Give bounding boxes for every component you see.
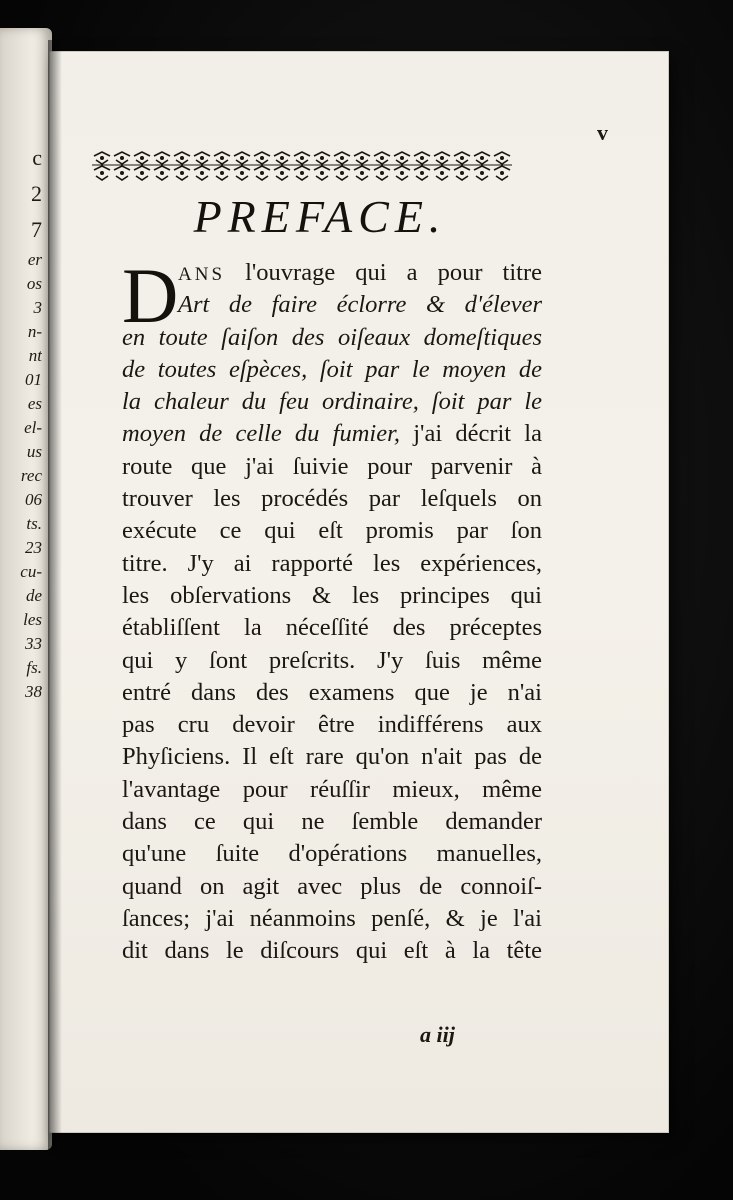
book-page xyxy=(50,52,668,1132)
ornament-motif xyxy=(492,152,512,180)
ornament-motif xyxy=(332,152,352,180)
signature-mark: a iij xyxy=(420,1022,455,1047)
text-line: trouver les procédés par leſquels on xyxy=(122,485,542,513)
text-line: la chaleur du feu ordinaire, ſoit par le xyxy=(122,388,542,416)
previous-page-fragment: el- xyxy=(24,418,42,437)
text-line: Phyſiciens. Il eſt rare qu'on n'ait pas de xyxy=(122,743,542,771)
ornament-motif xyxy=(112,152,132,180)
text-line: Art de faire éclorre & d'élever xyxy=(178,291,542,319)
text-line: route que j'ai ſuivie pour parvenir à xyxy=(122,452,542,480)
previous-page-fragment: les xyxy=(23,610,42,629)
preface-body xyxy=(122,252,542,968)
page-title: PREFACE. xyxy=(193,191,447,242)
text-line: qu'une ſuite d'opérations manuelles, xyxy=(122,840,542,868)
ornament-motif xyxy=(312,152,332,180)
previous-page-fragment: ts. xyxy=(26,514,42,533)
ornament-motif xyxy=(192,152,212,180)
previous-page-fragment: 06 xyxy=(25,490,42,509)
drop-cap: D xyxy=(122,252,179,339)
text-line: exécute ce qui eſt promis par ſon xyxy=(122,517,542,545)
previous-page-fragment: 3 xyxy=(33,298,42,317)
text-line: dit dans le diſcours qui eſt à la tête xyxy=(122,937,542,965)
previous-page-fragment: 33 xyxy=(25,634,42,653)
previous-page-fragment: es xyxy=(27,394,42,413)
ornament-motif xyxy=(392,152,412,180)
ornament-motif xyxy=(432,152,452,180)
ornament-motif xyxy=(232,152,252,180)
text-line: ſances; j'ai néanmoins penſé, & je l'ai xyxy=(122,904,542,932)
text-line: établiſſent la néceſſité des préceptes xyxy=(122,614,542,642)
text-line: l'avantage pour réuſſir mieux, même xyxy=(122,775,542,803)
ornament-motif xyxy=(372,152,392,180)
previous-page-fragment: us xyxy=(26,442,42,461)
previous-page-edge xyxy=(0,28,52,1150)
ornament-motif xyxy=(412,152,432,180)
previous-page-fragment: 01 xyxy=(25,370,42,389)
ornament-motif xyxy=(152,152,172,180)
previous-page-fragment: 7 xyxy=(31,217,42,242)
ornament-motif xyxy=(132,152,152,180)
previous-page-fragment: os xyxy=(26,274,42,293)
ornament-motif xyxy=(252,152,272,180)
text-line: titre. J'y ai rapporté les expériences, xyxy=(122,549,542,577)
previous-page-fragment: n- xyxy=(27,322,42,341)
previous-page-fragment: 38 xyxy=(25,682,42,701)
text-line: les obſervations & les principes qui xyxy=(122,581,542,609)
book-gutter-shadow xyxy=(48,40,62,1150)
text-line: quand on agit avec plus de connoiſ- xyxy=(122,872,542,900)
previous-page-fragment: 23 xyxy=(25,538,42,557)
ornament-motif xyxy=(272,152,292,180)
ornament-motif xyxy=(92,152,112,180)
previous-page-fragment: fs. xyxy=(26,658,42,677)
previous-page-fragment: cu- xyxy=(20,562,42,581)
ornament-motif xyxy=(172,152,192,180)
ornament-border-icon xyxy=(92,150,512,182)
text-line: en toute ſaiſon des oiſeaux domeſtiques xyxy=(122,323,542,351)
text-line: dans ce qui ne ſemble demander xyxy=(122,808,542,836)
text-line: pas cru devoir être indifférens aux xyxy=(122,711,542,739)
text-line: moyen de celle du fumier, j'ai décrit la xyxy=(122,420,542,448)
previous-page-fragment: 2 xyxy=(31,181,42,206)
ornament-motif xyxy=(452,152,472,180)
text-line: entré dans des examens que je n'ai xyxy=(122,678,542,706)
ornament-motif xyxy=(352,152,372,180)
text-line: ANS l'ouvrage qui a pour titre xyxy=(178,259,542,286)
first-word-small-caps: ANS xyxy=(178,264,226,285)
text-line: qui y ſont preſcrits. J'y ſuis même xyxy=(122,646,542,674)
ornament-motif xyxy=(212,152,232,180)
previous-page-fragment: c xyxy=(32,145,42,170)
page-number: v xyxy=(597,120,608,145)
previous-page-fragment: nt xyxy=(28,346,42,365)
ornament-motif xyxy=(292,152,312,180)
previous-page-fragment: er xyxy=(27,250,42,269)
previous-page-text-fragments xyxy=(2,140,42,704)
previous-page-fragment: de xyxy=(25,586,42,605)
previous-page-fragment: rec xyxy=(20,466,42,485)
text-lines xyxy=(122,252,542,968)
text-line: de toutes eſpèces, ſoit par le moyen de xyxy=(122,355,542,383)
ornament-motif xyxy=(472,152,492,180)
